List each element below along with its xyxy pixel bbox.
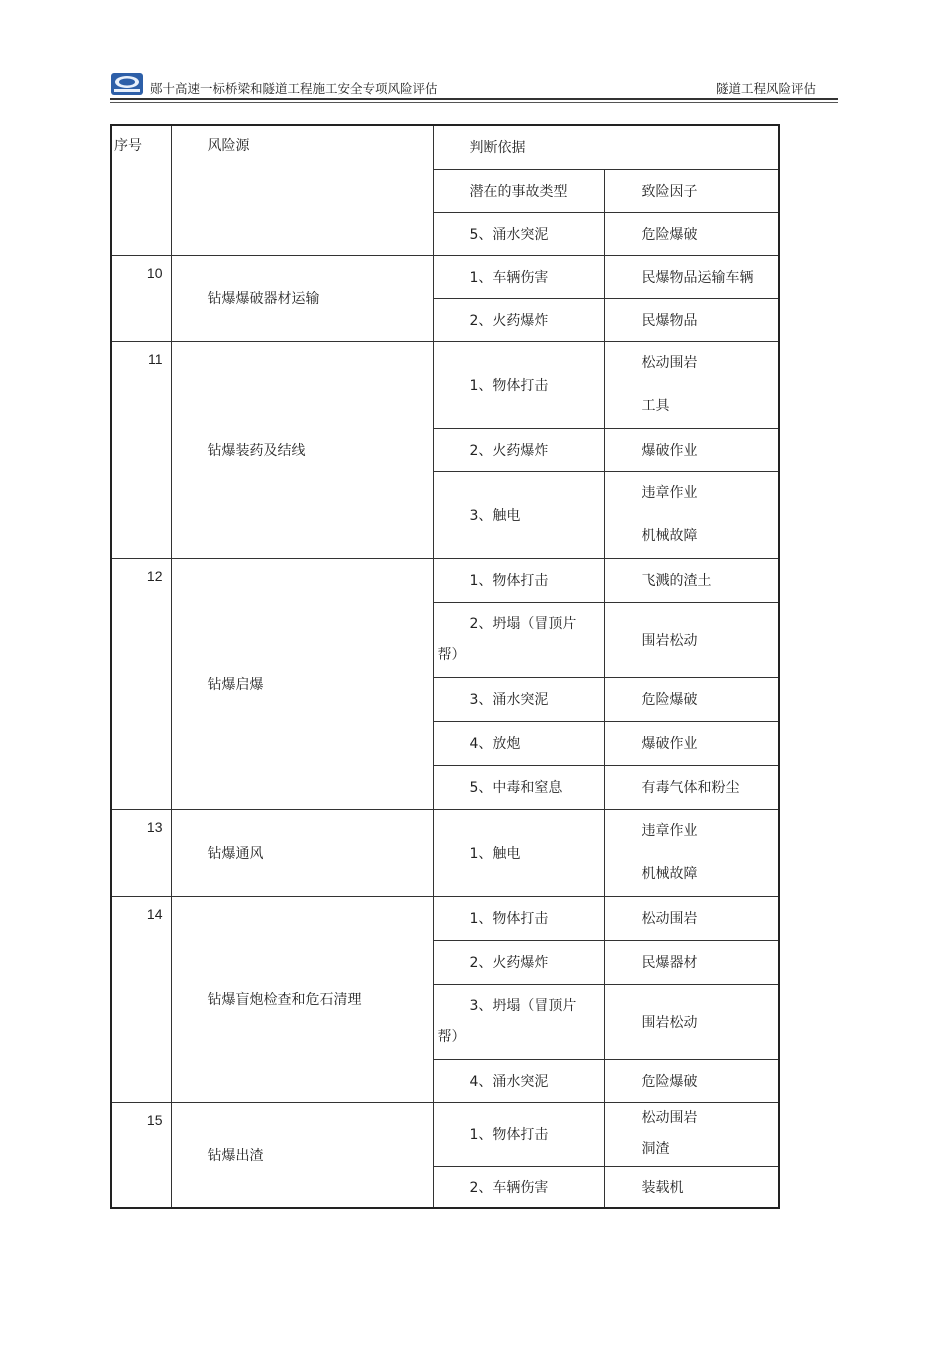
accident-cell bbox=[433, 602, 604, 677]
header-rule bbox=[110, 98, 838, 100]
accident-line: 3、坍塌（冒顶片 bbox=[469, 997, 577, 1014]
table-row bbox=[111, 255, 779, 298]
factor-line: 机械故障 bbox=[641, 865, 698, 882]
header-factor: 致险因子 bbox=[604, 169, 779, 212]
accident-cell bbox=[433, 984, 604, 1059]
accident-cell: 1、车辆伤害 bbox=[433, 255, 604, 298]
accident-cell: 2、车辆伤害 bbox=[433, 1166, 604, 1208]
accident-cell: 1、物体打击 bbox=[433, 341, 604, 428]
accident-cell: 2、火药爆炸 bbox=[433, 298, 604, 341]
risk-table bbox=[110, 124, 780, 1209]
factor-line: 洞渣 bbox=[641, 1141, 670, 1157]
accident-line: 2、坍塌（冒顶片 bbox=[469, 615, 577, 632]
page-header bbox=[110, 72, 838, 102]
accident-line: 帮） bbox=[437, 646, 466, 663]
factor-cell: 民爆物品 bbox=[604, 298, 779, 341]
factor-cell bbox=[604, 341, 779, 428]
factor-cell: 有毒气体和粉尘 bbox=[604, 765, 779, 809]
row-number: 10 bbox=[111, 255, 171, 341]
factor-line: 松动围岩 bbox=[641, 1110, 698, 1126]
accident-cell: 1、触电 bbox=[433, 809, 604, 896]
risk-source: 钻爆通风 bbox=[171, 809, 433, 896]
factor-line: 违章作业 bbox=[641, 822, 698, 839]
table-row bbox=[111, 558, 779, 602]
factor-cell bbox=[604, 1102, 779, 1166]
risk-source: 钻爆出渣 bbox=[171, 1102, 433, 1208]
factor-cell: 爆破作业 bbox=[604, 721, 779, 765]
factor-cell: 围岩松动 bbox=[604, 602, 779, 677]
row-number: 13 bbox=[111, 809, 171, 896]
factor-cell bbox=[604, 809, 779, 896]
factor-cell: 爆破作业 bbox=[604, 428, 779, 471]
accident-cell: 5、涌水突泥 bbox=[433, 212, 604, 255]
risk-source: 钻爆启爆 bbox=[171, 558, 433, 809]
factor-cell: 危险爆破 bbox=[604, 212, 779, 255]
accident-cell: 1、物体打击 bbox=[433, 558, 604, 602]
document-title: 郧十高速一标桥梁和隧道工程施工安全专项风险评估 bbox=[150, 81, 438, 96]
table-header-row bbox=[111, 125, 779, 169]
header-rule-thin bbox=[110, 102, 838, 103]
accident-cell: 1、物体打击 bbox=[433, 1102, 604, 1166]
factor-cell: 危险爆破 bbox=[604, 1059, 779, 1102]
factor-line: 松动围岩 bbox=[641, 354, 698, 371]
risk-source: 钻爆盲炮检查和危石清理 bbox=[171, 896, 433, 1102]
accident-cell: 1、物体打击 bbox=[433, 896, 604, 940]
accident-cell: 2、火药爆炸 bbox=[433, 940, 604, 984]
accident-cell: 3、涌水突泥 bbox=[433, 677, 604, 721]
accident-cell: 2、火药爆炸 bbox=[433, 428, 604, 471]
factor-cell: 松动围岩 bbox=[604, 896, 779, 940]
accident-cell: 3、触电 bbox=[433, 471, 604, 558]
factor-cell: 危险爆破 bbox=[604, 677, 779, 721]
risk-source: 钻爆爆破器材运输 bbox=[171, 255, 433, 341]
factor-line: 机械故障 bbox=[641, 527, 698, 544]
header-source: 风险源 bbox=[171, 125, 433, 255]
accident-line: 帮） bbox=[437, 1028, 466, 1045]
accident-cell: 5、中毒和窒息 bbox=[433, 765, 604, 809]
factor-cell: 飞溅的渣土 bbox=[604, 558, 779, 602]
header-no: 序号 bbox=[111, 125, 171, 255]
risk-source: 钻爆装药及结线 bbox=[171, 341, 433, 558]
factor-cell bbox=[604, 471, 779, 558]
factor-line: 工具 bbox=[641, 397, 670, 414]
factor-cell: 装载机 bbox=[604, 1166, 779, 1208]
accident-cell: 4、涌水突泥 bbox=[433, 1059, 604, 1102]
table-row bbox=[111, 341, 779, 428]
section-title: 隧道工程风险评估 bbox=[715, 81, 816, 96]
row-number: 14 bbox=[111, 896, 171, 1102]
table-row bbox=[111, 809, 779, 896]
factor-cell: 民爆器材 bbox=[604, 940, 779, 984]
row-number: 15 bbox=[111, 1102, 171, 1208]
row-number: 11 bbox=[111, 341, 171, 558]
table-row bbox=[111, 896, 779, 940]
company-logo-icon bbox=[110, 72, 144, 96]
factor-cell: 围岩松动 bbox=[604, 984, 779, 1059]
header-basis: 判断依据 bbox=[433, 125, 779, 169]
header-accident: 潜在的事故类型 bbox=[433, 169, 604, 212]
accident-cell: 4、放炮 bbox=[433, 721, 604, 765]
factor-cell: 民爆物品运输车辆 bbox=[604, 255, 779, 298]
row-number: 12 bbox=[111, 558, 171, 809]
table-row bbox=[111, 1102, 779, 1166]
factor-line: 违章作业 bbox=[641, 484, 698, 501]
